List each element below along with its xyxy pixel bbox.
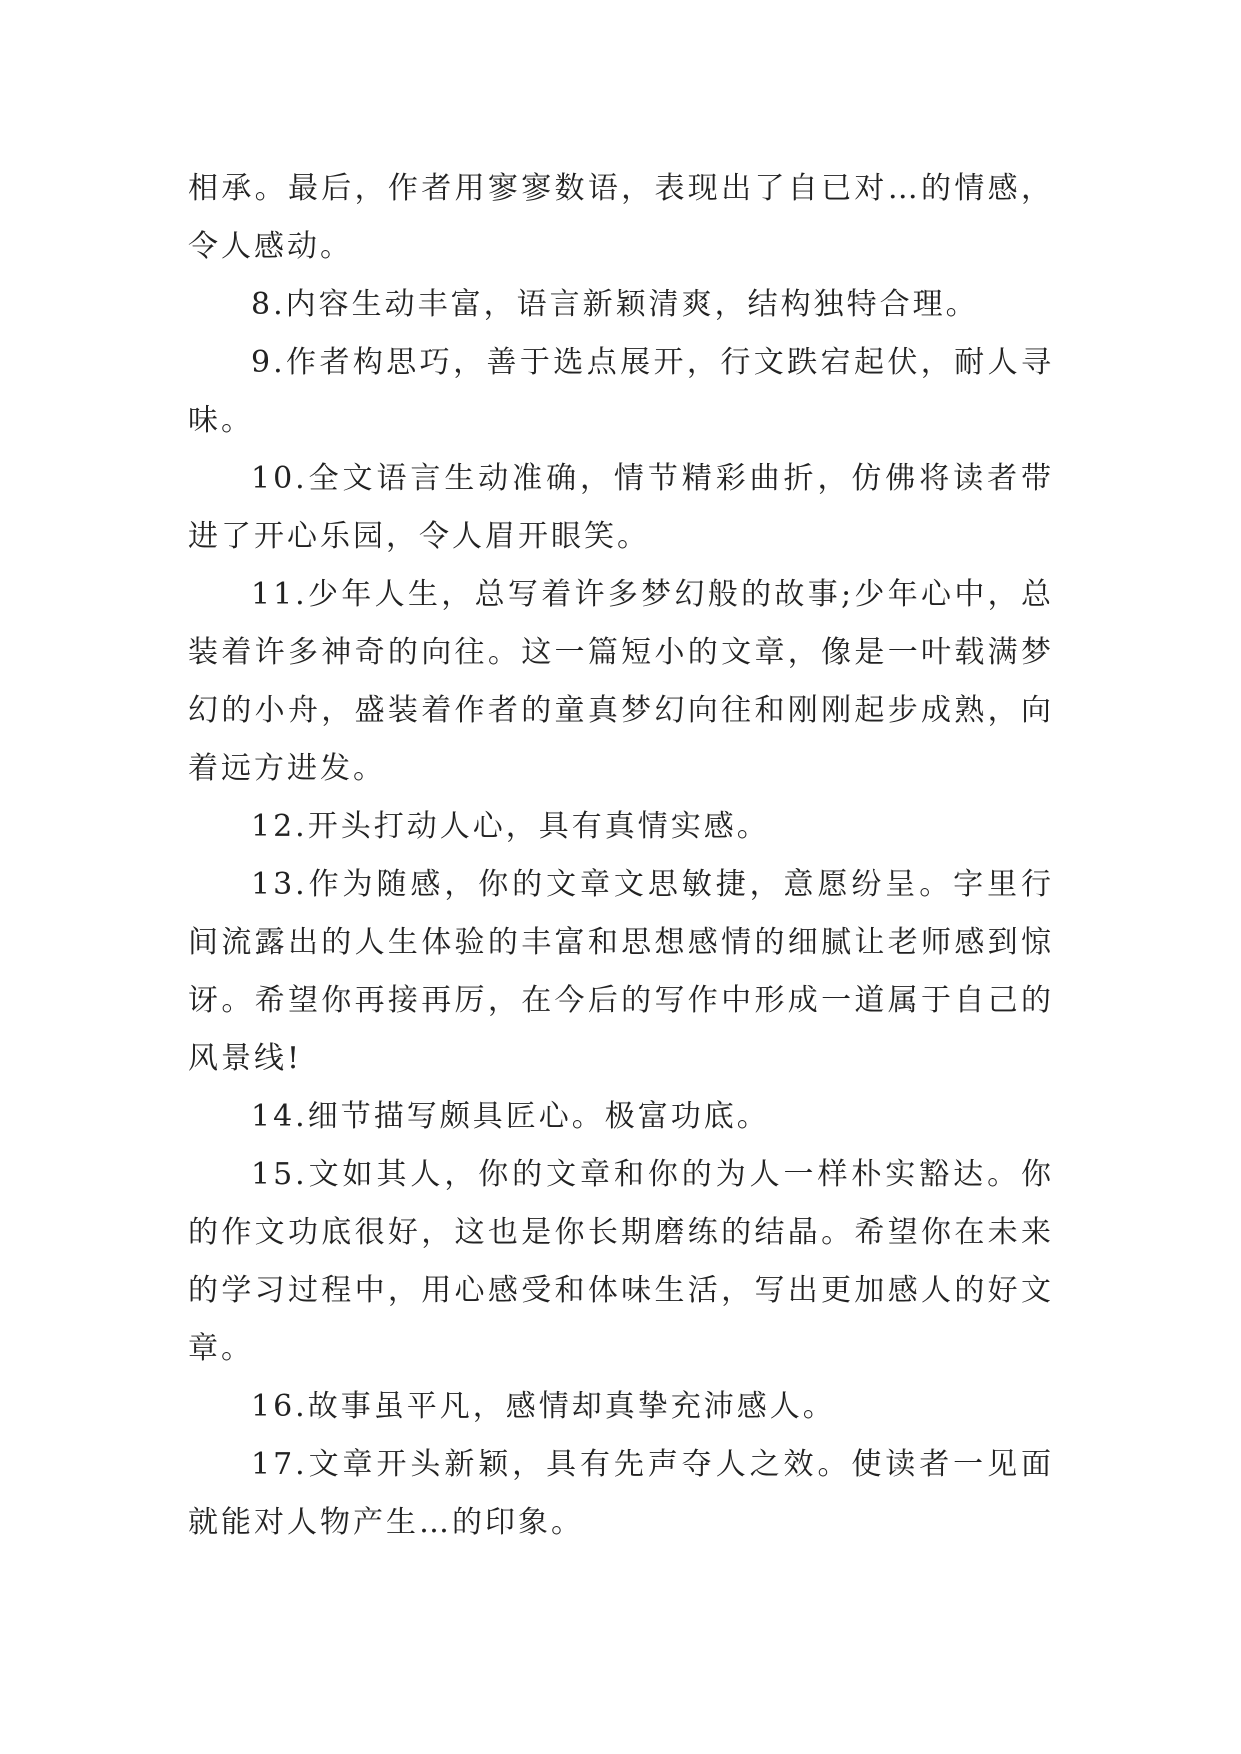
paragraph-item-12: 12.开头打动人心，具有真情实感。 [251, 809, 770, 844]
paragraph-item-13: 13.作为随感，你的文章文思敏捷，意愿纷呈。字里行间流露出的人生体验的丰富和思想感情的细腻让老师感到惊讶。希望你再接再厉，在今后的写作中形成一道属于自己的风景线! [188, 867, 1054, 1076]
paragraph-item-16: 16.故事虽平凡，感情却真挚充沛感人。 [251, 1389, 836, 1424]
paragraph-item-15: 15.文如其人，你的文章和你的为人一样朴实豁达。你的作文功底很好，这也是你长期磨练的结晶。希望你在未来的学习过程中，用心感受和体味生活，写出更加感人的好文章。 [188, 1157, 1054, 1366]
paragraph-item-17: 17.文章开头新颖，具有先声夺人之效。使读者一见面就能对人物产生…的印象。 [188, 1447, 1054, 1540]
paragraph-item-8: 8.内容生动丰富，语言新颖清爽，结构独特合理。 [251, 287, 979, 322]
paragraph-item-9: 9.作者构思巧，善于选点展开，行文跌宕起伏，耐人寻味。 [188, 345, 1054, 438]
paragraph-continuation: 相承。最后，作者用寥寥数语，表现出了自已对…的情感，令人感动。 [188, 171, 1054, 264]
paragraph-item-14: 14.细节描写颇具匠心。极富功底。 [251, 1099, 770, 1134]
document-body [188, 160, 1054, 1552]
paragraph-item-10: 10.全文语言生动准确，情节精彩曲折，仿佛将读者带进了开心乐园，令人眉开眼笑。 [188, 461, 1054, 554]
paragraph-item-11: 11.少年人生，总写着许多梦幻般的故事;少年心中，总装着许多神奇的向往。这一篇短小的文章，像是一叶载满梦幻的小舟，盛装着作者的童真梦幻向往和刚刚起步成熟，向着远方进发。 [188, 577, 1054, 786]
